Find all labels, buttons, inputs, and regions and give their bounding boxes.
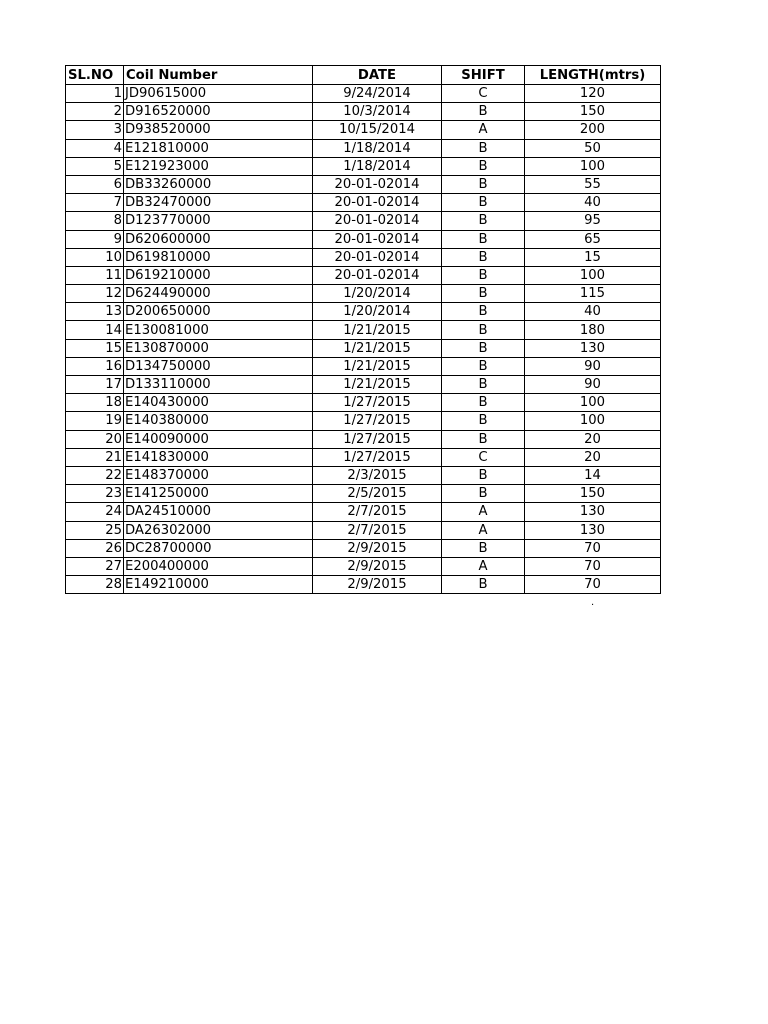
cell-length: 70	[525, 576, 661, 594]
cell-sl-no: 20	[66, 430, 124, 448]
cell-coil-number: DB32470000	[124, 194, 313, 212]
cell-length: 15	[525, 248, 661, 266]
cell-sl-no: 1	[66, 85, 124, 103]
cell-shift: A	[442, 521, 525, 539]
cell-coil-number: DB33260000	[124, 175, 313, 193]
table-row	[66, 430, 661, 448]
cell-coil-number: E130870000	[124, 339, 313, 357]
cell-date: 20-01-02014	[313, 266, 442, 284]
cell-sl-no: 21	[66, 448, 124, 466]
cell-date: 20-01-02014	[313, 230, 442, 248]
table-row	[66, 157, 661, 175]
cell-sl-no: 19	[66, 412, 124, 430]
coil-table	[65, 65, 661, 594]
cell-coil-number: JD90615000	[124, 85, 313, 103]
cell-length: 90	[525, 357, 661, 375]
cell-sl-no: 14	[66, 321, 124, 339]
cell-coil-number: D916520000	[124, 103, 313, 121]
cell-date: 2/7/2015	[313, 503, 442, 521]
cell-length: 90	[525, 376, 661, 394]
table-row	[66, 485, 661, 503]
header-shift: SHIFT	[442, 66, 525, 85]
cell-shift: B	[442, 139, 525, 157]
cell-shift: B	[442, 285, 525, 303]
header-length: LENGTH(mtrs)	[525, 66, 661, 85]
cell-length: 120	[525, 85, 661, 103]
cell-date: 2/5/2015	[313, 485, 442, 503]
cell-coil-number: DC28700000	[124, 539, 313, 557]
coil-table-sheet	[65, 65, 661, 594]
cell-shift: B	[442, 103, 525, 121]
cell-coil-number: D133110000	[124, 376, 313, 394]
cell-shift: B	[442, 376, 525, 394]
cell-date: 1/27/2015	[313, 448, 442, 466]
cell-length: 95	[525, 212, 661, 230]
table-row	[66, 248, 661, 266]
cell-date: 20-01-02014	[313, 194, 442, 212]
cell-coil-number: DA24510000	[124, 503, 313, 521]
cell-coil-number: D619210000	[124, 266, 313, 284]
cell-date: 2/9/2015	[313, 576, 442, 594]
cell-shift: B	[442, 321, 525, 339]
table-body	[66, 85, 661, 594]
cell-length: 100	[525, 394, 661, 412]
cell-sl-no: 23	[66, 485, 124, 503]
cell-date: 2/7/2015	[313, 521, 442, 539]
cell-shift: A	[442, 121, 525, 139]
cell-coil-number: E121810000	[124, 139, 313, 157]
table-row	[66, 212, 661, 230]
cell-shift: B	[442, 157, 525, 175]
cell-shift: B	[442, 485, 525, 503]
table-row	[66, 521, 661, 539]
cell-length: 130	[525, 339, 661, 357]
cell-date: 1/18/2014	[313, 139, 442, 157]
cell-coil-number: E140090000	[124, 430, 313, 448]
cell-date: 1/27/2015	[313, 412, 442, 430]
cell-date: 1/20/2014	[313, 303, 442, 321]
table-row	[66, 194, 661, 212]
cell-date: 20-01-02014	[313, 212, 442, 230]
table-row	[66, 230, 661, 248]
cell-date: 20-01-02014	[313, 248, 442, 266]
cell-sl-no: 8	[66, 212, 124, 230]
stray-dot-mark: .	[591, 597, 595, 608]
cell-length: 40	[525, 303, 661, 321]
cell-date: 20-01-02014	[313, 175, 442, 193]
cell-sl-no: 6	[66, 175, 124, 193]
cell-shift: B	[442, 539, 525, 557]
cell-shift: A	[442, 503, 525, 521]
table-row	[66, 139, 661, 157]
cell-sl-no: 5	[66, 157, 124, 175]
cell-sl-no: 3	[66, 121, 124, 139]
cell-sl-no: 13	[66, 303, 124, 321]
cell-shift: C	[442, 85, 525, 103]
cell-coil-number: D123770000	[124, 212, 313, 230]
cell-coil-number: D624490000	[124, 285, 313, 303]
cell-coil-number: E149210000	[124, 576, 313, 594]
table-row	[66, 576, 661, 594]
cell-sl-no: 25	[66, 521, 124, 539]
header-sl-no: SL.NO	[66, 66, 124, 85]
cell-sl-no: 4	[66, 139, 124, 157]
cell-length: 100	[525, 266, 661, 284]
cell-sl-no: 11	[66, 266, 124, 284]
cell-date: 10/3/2014	[313, 103, 442, 121]
header-date: DATE	[313, 66, 442, 85]
cell-length: 70	[525, 557, 661, 575]
cell-coil-number: E200400000	[124, 557, 313, 575]
cell-coil-number: E148370000	[124, 466, 313, 484]
cell-length: 50	[525, 139, 661, 157]
table-row	[66, 121, 661, 139]
table-row	[66, 557, 661, 575]
cell-sl-no: 26	[66, 539, 124, 557]
cell-length: 20	[525, 430, 661, 448]
cell-date: 1/21/2015	[313, 321, 442, 339]
cell-shift: C	[442, 448, 525, 466]
table-row	[66, 103, 661, 121]
cell-coil-number: D134750000	[124, 357, 313, 375]
cell-length: 150	[525, 103, 661, 121]
table-row	[66, 448, 661, 466]
cell-coil-number: E141830000	[124, 448, 313, 466]
table-row	[66, 285, 661, 303]
cell-sl-no: 9	[66, 230, 124, 248]
cell-date: 1/27/2015	[313, 430, 442, 448]
table-row	[66, 339, 661, 357]
cell-length: 200	[525, 121, 661, 139]
cell-coil-number: D619810000	[124, 248, 313, 266]
cell-coil-number: D200650000	[124, 303, 313, 321]
cell-date: 2/3/2015	[313, 466, 442, 484]
cell-shift: B	[442, 230, 525, 248]
cell-length: 70	[525, 539, 661, 557]
table-row	[66, 303, 661, 321]
table-row	[66, 321, 661, 339]
cell-date: 9/24/2014	[313, 85, 442, 103]
cell-length: 180	[525, 321, 661, 339]
cell-coil-number: DA26302000	[124, 521, 313, 539]
cell-date: 1/21/2015	[313, 339, 442, 357]
cell-date: 2/9/2015	[313, 539, 442, 557]
table-row	[66, 394, 661, 412]
cell-date: 1/21/2015	[313, 376, 442, 394]
cell-shift: B	[442, 175, 525, 193]
table-header-row	[66, 66, 661, 85]
cell-sl-no: 18	[66, 394, 124, 412]
cell-length: 65	[525, 230, 661, 248]
cell-date: 2/9/2015	[313, 557, 442, 575]
cell-shift: B	[442, 212, 525, 230]
cell-shift: B	[442, 576, 525, 594]
table-row	[66, 376, 661, 394]
cell-date: 1/21/2015	[313, 357, 442, 375]
cell-shift: B	[442, 466, 525, 484]
cell-sl-no: 27	[66, 557, 124, 575]
cell-length: 115	[525, 285, 661, 303]
cell-coil-number: D938520000	[124, 121, 313, 139]
cell-coil-number: E140430000	[124, 394, 313, 412]
cell-coil-number: D620600000	[124, 230, 313, 248]
cell-shift: B	[442, 412, 525, 430]
cell-sl-no: 28	[66, 576, 124, 594]
table-row	[66, 503, 661, 521]
cell-coil-number: E141250000	[124, 485, 313, 503]
table-row	[66, 175, 661, 193]
cell-length: 100	[525, 157, 661, 175]
table-row	[66, 412, 661, 430]
header-coil-number: Coil Number	[124, 66, 313, 85]
cell-shift: B	[442, 266, 525, 284]
cell-shift: B	[442, 339, 525, 357]
cell-shift: B	[442, 394, 525, 412]
table-row	[66, 466, 661, 484]
cell-shift: A	[442, 557, 525, 575]
cell-coil-number: E140380000	[124, 412, 313, 430]
cell-sl-no: 12	[66, 285, 124, 303]
cell-sl-no: 17	[66, 376, 124, 394]
cell-length: 20	[525, 448, 661, 466]
cell-date: 1/20/2014	[313, 285, 442, 303]
cell-sl-no: 24	[66, 503, 124, 521]
cell-sl-no: 10	[66, 248, 124, 266]
cell-length: 14	[525, 466, 661, 484]
cell-sl-no: 15	[66, 339, 124, 357]
cell-shift: B	[442, 248, 525, 266]
table-row	[66, 539, 661, 557]
cell-length: 150	[525, 485, 661, 503]
table-row	[66, 85, 661, 103]
cell-sl-no: 22	[66, 466, 124, 484]
cell-length: 100	[525, 412, 661, 430]
cell-shift: B	[442, 194, 525, 212]
table-row	[66, 266, 661, 284]
cell-coil-number: E130081000	[124, 321, 313, 339]
cell-sl-no: 2	[66, 103, 124, 121]
cell-date: 1/18/2014	[313, 157, 442, 175]
cell-date: 1/27/2015	[313, 394, 442, 412]
cell-coil-number: E121923000	[124, 157, 313, 175]
cell-date: 10/15/2014	[313, 121, 442, 139]
cell-shift: B	[442, 430, 525, 448]
cell-sl-no: 7	[66, 194, 124, 212]
table-row	[66, 357, 661, 375]
cell-length: 40	[525, 194, 661, 212]
cell-shift: B	[442, 303, 525, 321]
cell-sl-no: 16	[66, 357, 124, 375]
cell-length: 130	[525, 521, 661, 539]
cell-length: 130	[525, 503, 661, 521]
cell-shift: B	[442, 357, 525, 375]
cell-length: 55	[525, 175, 661, 193]
